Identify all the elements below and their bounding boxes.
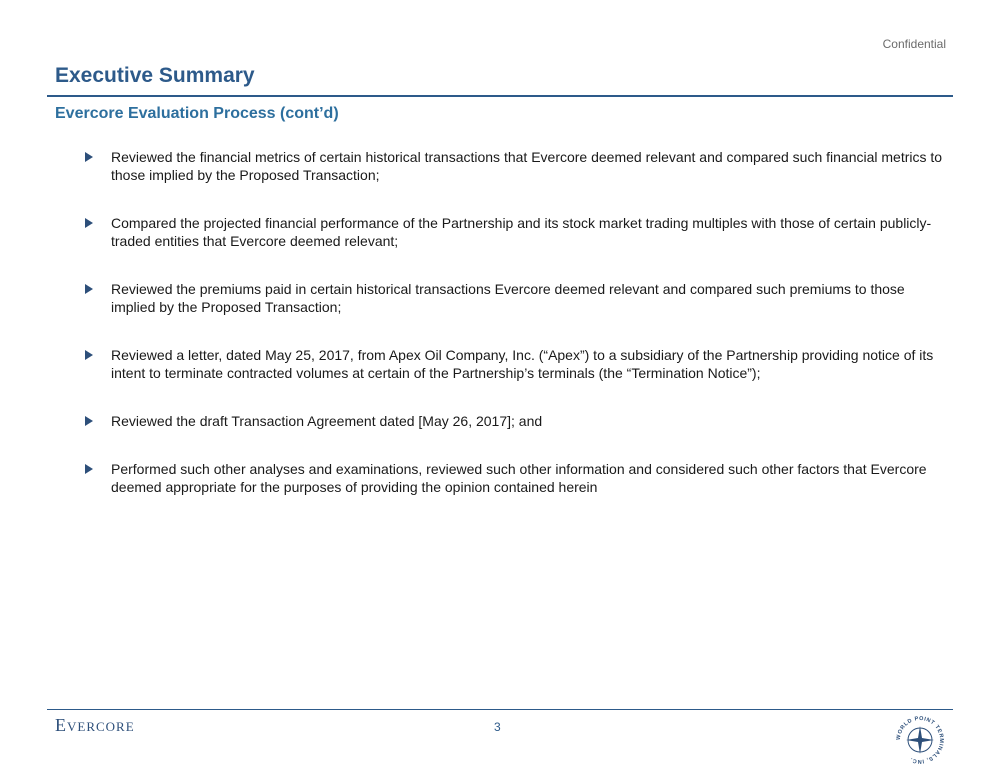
confidential-label: Confidential [882, 37, 946, 51]
bullet-text: Compared the projected financial performance of the Partnership and its stock market trading multiples with those of certain publicly-traded entities that Evercore deemed relevant; [111, 215, 932, 249]
compass-star-icon [906, 726, 934, 754]
bullet-arrow-icon [85, 218, 93, 228]
bullet-arrow-icon [85, 464, 93, 474]
world-point-terminals-logo [892, 712, 948, 768]
list-item [82, 412, 952, 430]
bullet-arrow-icon [85, 350, 93, 360]
list-item [82, 346, 952, 382]
logo-ring-text: WORLD POINT TERMINALS, INC. [895, 715, 945, 765]
list-item [82, 214, 952, 250]
bullet-arrow-icon [85, 152, 93, 162]
footer-divider [47, 709, 953, 710]
bullet-text: Performed such other analyses and examinations, reviewed such other information and considered such other factors that Evercore deemed appropriate for the purposes of providing the opinion contained herein [111, 461, 927, 495]
list-item [82, 280, 952, 316]
bullet-list [82, 148, 952, 526]
evercore-logo: Evercore [55, 715, 135, 735]
bullet-arrow-icon [85, 416, 93, 426]
page-title: Executive Summary [55, 64, 255, 87]
list-item [82, 148, 952, 184]
bullet-text: Reviewed the premiums paid in certain historical transactions Evercore deemed relevant and compared such premiums to those implied by the Proposed Transaction; [111, 281, 905, 315]
section-subtitle: Evercore Evaluation Process (cont’d) [55, 105, 339, 122]
bullet-text: Reviewed the draft Transaction Agreement dated [May 26, 2017]; and [111, 413, 543, 429]
page-number: 3 [494, 720, 501, 734]
title-divider [47, 95, 953, 97]
bullet-text: Reviewed a letter, dated May 25, 2017, from Apex Oil Company, Inc. (“Apex”) to a subsidiary of the Partnership providing notice of its intent to terminate contracted volumes at certain of the Partnership’s terminals (the “Termination Notice”); [111, 347, 934, 381]
list-item [82, 460, 952, 496]
bullet-arrow-icon [85, 284, 93, 294]
bullet-text: Reviewed the financial metrics of certain historical transactions that Evercore deemed relevant and compared such financial metrics to those implied by the Proposed Transaction; [111, 149, 943, 183]
